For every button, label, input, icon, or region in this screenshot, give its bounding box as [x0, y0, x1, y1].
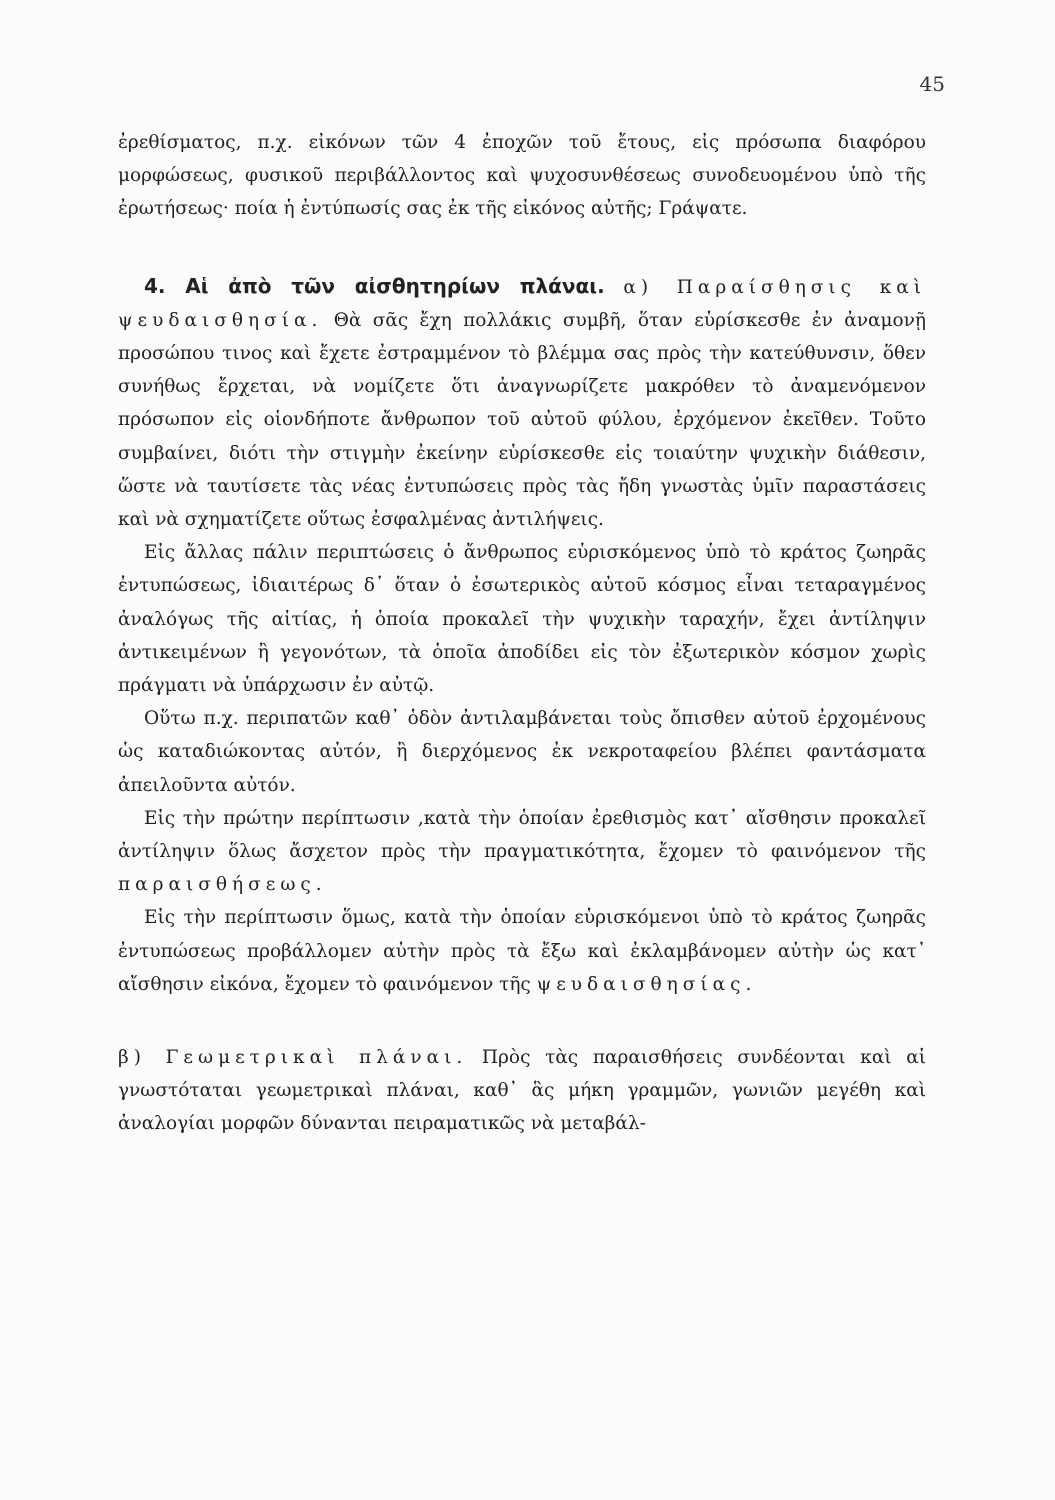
subsection-b-text: Πρὸς τὰς παραισθήσεις συνδέονται καὶ αἱ γνωστόταται γεωμετρικαὶ πλάναι, καθ᾽ ἃς μήκη γραμμῶν, γωνιῶν μεγέθη καὶ ἀναλογίαι μορφῶν δύνανται πειραματικῶς νὰ μεταβάλ- — [118, 1047, 926, 1135]
paragraph-5 — [118, 802, 926, 902]
section-heading: 4. Αἱ ἀπὸ τῶν αἰσθητηρίων πλάναι. — [144, 273, 605, 298]
subsection-title-a: α) Παραίσθησις καὶ ψευδαισθησία. — [118, 276, 926, 331]
subsection-title-b: β) Γεωμετρικαὶ πλάναι. — [118, 1047, 468, 1069]
subsection-b-paragraph — [118, 1041, 926, 1141]
paragraph-6 — [118, 901, 926, 1001]
paragraph-3: Εἰς ἄλλας πάλιν περιπτώσεις ὁ ἄνθρωπος εὑρισκόμενος ὑπὸ τὸ κράτος ζωηρᾶς ἐντυπώσεως, ἰδιαιτέρως δ᾽ ὅταν ὁ ἐσωτερικὸς αὐτοῦ κόσμος εἶναι τεταραγμένος ἀναλόγως τῆς αἰτίας, ἡ ὁποία προκαλεῖ τὴν ψυχικὴν ταραχήν, ἔχει ἀντίληψιν ἀντικειμένων ἢ γεγονότων, τὰ ὁποῖα ἀποδίδει εἰς τὸν ἐξωτερικὸν κόσμον χωρὶς πράγματι νὰ ὑπάρχωσιν ἐν αὐτῷ. — [118, 542, 926, 697]
term-pseudaisthisia: ψευδαισθησίας. — [536, 973, 757, 995]
term-paraisthisis: παραισθήσεως. — [118, 874, 327, 896]
section-4-text: Θὰ σᾶς ἔχη πολλάκις συμβῆ, ὅταν εὑρίσκεσθε ἐν ἀναμονῇ προσώπου τινος καὶ ἔχετε ἐστραμμένον τὸ βλέμμα σας πρὸς τὴν κατεύθυνσιν, ὅθεν συνήθως ἔρχεται, νὰ νομίζετε ὅτι ἀναγνωρίζετε μακρόθεν τὸ ἀναμενόμενον πρόσωπον εἰς οἱονδήποτε ἄνθρωπον τοῦ αὐτοῦ φύλου, ἐρχόμενον ἐκεῖθεν. Τοῦτο συμβαίνει, διότι τὴν στιγμὴν ἐκείνην εὑρίσκεσθε εἰς τοιαύτην ψυχικὴν διάθεσιν, ὥστε νὰ ταυτίσετε τὰς νέας ἐντυπώσεις πρὸς τὰς ἤδη γνωστὰς ὑμῖν παραστάσεις καὶ νὰ σχηματίζετε οὕτως ἐσφαλμένας ἀντιλήψεις. — [118, 309, 926, 531]
paragraph-continuation: ἐρεθίσματος, π.χ. εἰκόνων τῶν 4 ἐποχῶν τοῦ ἔτους, εἰς πρόσωπα διαφόρου μορφώσεως, φυσικοῦ περιβάλλοντος καὶ ψυχοσυνθέσεως συνοδευομένου ὑπὸ τῆς ἐρωτήσεως· ποία ἡ ἐντύπωσίς σας ἐκ τῆς εἰκόνος αὐτῆς; Γράψατε. — [118, 132, 926, 220]
section-4-paragraph — [118, 270, 926, 537]
paragraph-5-text: Εἰς τὴν πρώτην περίπτωσιν ,κατὰ τὴν ὁποίαν ἐρεθισμὸς κατ᾽ αἴσθησιν προκαλεῖ ἀντίληψιν ὅλως ἄσχετον πρὸς τὴν πραγματικότητα, ἔχομεν τὸ φαινόμενον τῆς — [118, 807, 926, 863]
paragraph-6-text: Εἰς τὴν περίπτωσιν ὅμως, κατὰ τὴν ὁποίαν εὑρισκόμενοι ὑπὸ τὸ κράτος ζωηρᾶς ἐντυπώσεως προβάλλομεν αὐτὴν πρὸς τὰ ἔξω καὶ ἐκλαμβάνομεν αὐτὴν ὡς κατ᾽ αἴσθησιν εἰκόνα, ἔχομεν τὸ φαινόμενον τῆς — [118, 907, 926, 995]
body-text — [118, 126, 926, 1141]
paragraph-4: Οὕτω π.χ. περιπατῶν καθ᾽ ὁδὸν ἀντιλαμβάνεται τοὺς ὄπισθεν αὐτοῦ ἐρχομένους ὡς καταδιώκοντας αὐτόν, ἢ διερχόμενος ἐκ νεκροταφείου βλέπει φαντάσματα ἀπειλοῦντα αὐτόν. — [118, 708, 926, 796]
page-number: 45 — [919, 72, 945, 96]
